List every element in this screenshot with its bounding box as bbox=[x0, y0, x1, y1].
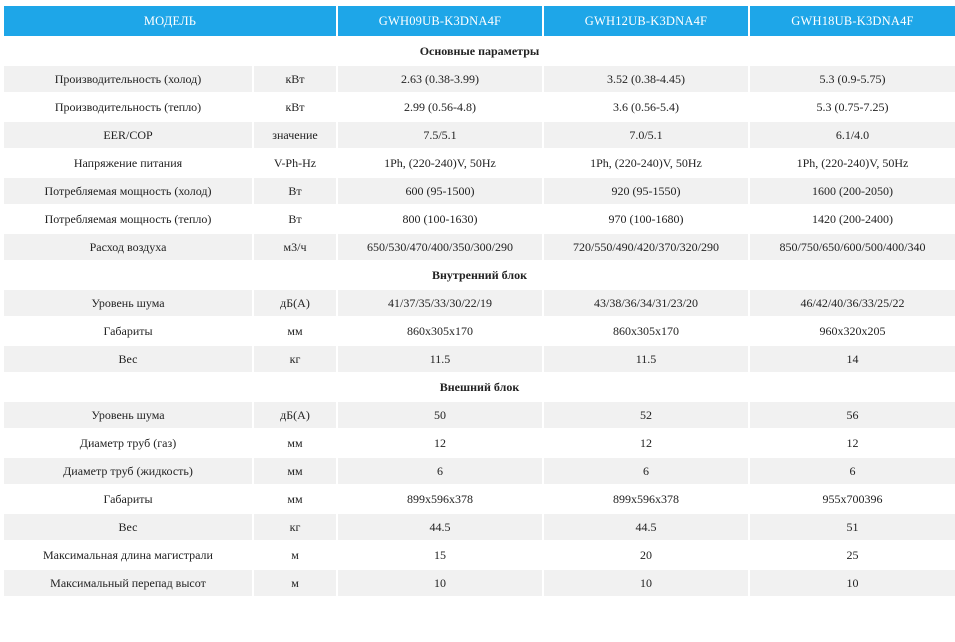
table-row bbox=[3, 513, 955, 541]
parameter-value: 44.5 bbox=[337, 513, 543, 541]
parameter-name: Вес bbox=[3, 513, 253, 541]
parameter-value: 46/42/40/36/33/25/22 bbox=[749, 289, 955, 317]
parameter-unit: кг bbox=[253, 513, 337, 541]
parameter-value: 10 bbox=[543, 569, 749, 597]
parameter-value: 6 bbox=[337, 457, 543, 485]
parameter-value: 2.63 (0.38-3.99) bbox=[337, 65, 543, 93]
parameter-name: Максимальная длина магистрали bbox=[3, 541, 253, 569]
parameter-value: 52 bbox=[543, 401, 749, 429]
parameter-name: EER/COP bbox=[3, 121, 253, 149]
parameter-unit: дБ(А) bbox=[253, 289, 337, 317]
parameter-value: 6.1/4.0 bbox=[749, 121, 955, 149]
section-header-row bbox=[3, 261, 955, 289]
parameter-value: 7.0/5.1 bbox=[543, 121, 749, 149]
parameter-value: 800 (100-1630) bbox=[337, 205, 543, 233]
parameter-value: 3.52 (0.38-4.45) bbox=[543, 65, 749, 93]
parameter-value: 20 bbox=[543, 541, 749, 569]
parameter-name: Габариты bbox=[3, 317, 253, 345]
parameter-value: 650/530/470/400/350/300/290 bbox=[337, 233, 543, 261]
parameter-value: 50 bbox=[337, 401, 543, 429]
parameter-value: 25 bbox=[749, 541, 955, 569]
parameter-value: 1Ph, (220-240)V, 50Hz bbox=[543, 149, 749, 177]
section-header-row bbox=[3, 37, 955, 65]
parameter-value: 920 (95-1550) bbox=[543, 177, 749, 205]
parameter-value: 51 bbox=[749, 513, 955, 541]
parameter-value: 7.5/5.1 bbox=[337, 121, 543, 149]
parameter-value: 1600 (200-2050) bbox=[749, 177, 955, 205]
parameter-value: 14 bbox=[749, 345, 955, 373]
parameter-unit: мм bbox=[253, 317, 337, 345]
parameter-unit: дБ(А) bbox=[253, 401, 337, 429]
parameter-value: 11.5 bbox=[337, 345, 543, 373]
parameter-value: 1Ph, (220-240)V, 50Hz bbox=[337, 149, 543, 177]
parameter-name: Диаметр труб (жидкость) bbox=[3, 457, 253, 485]
table-header-row bbox=[3, 5, 955, 37]
table-row bbox=[3, 317, 955, 345]
parameter-unit: значение bbox=[253, 121, 337, 149]
parameter-value: 899x596x378 bbox=[543, 485, 749, 513]
table-row bbox=[3, 289, 955, 317]
parameter-value: 899x596x378 bbox=[337, 485, 543, 513]
parameter-value: 970 (100-1680) bbox=[543, 205, 749, 233]
parameter-unit: мм bbox=[253, 457, 337, 485]
table-row bbox=[3, 429, 955, 457]
parameter-value: 5.3 (0.75-7.25) bbox=[749, 93, 955, 121]
model-name-header: GWH09UB-K3DNA4F bbox=[337, 5, 543, 37]
parameter-name: Вес bbox=[3, 345, 253, 373]
parameter-value: 720/550/490/420/370/320/290 bbox=[543, 233, 749, 261]
parameter-name: Уровень шума bbox=[3, 289, 253, 317]
section-title: Внутренний блок bbox=[3, 261, 955, 289]
parameter-unit: кг bbox=[253, 345, 337, 373]
parameter-value: 56 bbox=[749, 401, 955, 429]
table-row bbox=[3, 205, 955, 233]
parameter-value: 6 bbox=[749, 457, 955, 485]
parameter-name: Габариты bbox=[3, 485, 253, 513]
parameter-name: Диаметр труб (газ) bbox=[3, 429, 253, 457]
parameter-value: 860x305x170 bbox=[543, 317, 749, 345]
table-row bbox=[3, 121, 955, 149]
parameter-value: 12 bbox=[749, 429, 955, 457]
parameter-value: 955x700396 bbox=[749, 485, 955, 513]
section-header-row bbox=[3, 373, 955, 401]
parameter-value: 15 bbox=[337, 541, 543, 569]
section-title: Основные параметры bbox=[3, 37, 955, 65]
parameter-value: 2.99 (0.56-4.8) bbox=[337, 93, 543, 121]
parameter-value: 43/38/36/34/31/23/20 bbox=[543, 289, 749, 317]
parameter-unit: мм bbox=[253, 485, 337, 513]
table-row bbox=[3, 345, 955, 373]
parameter-value: 960x320x205 bbox=[749, 317, 955, 345]
table-row bbox=[3, 233, 955, 261]
parameter-unit: мм bbox=[253, 429, 337, 457]
parameter-value: 3.6 (0.56-5.4) bbox=[543, 93, 749, 121]
parameter-name: Потребляемая мощность (холод) bbox=[3, 177, 253, 205]
parameter-value: 1420 (200-2400) bbox=[749, 205, 955, 233]
parameter-unit: кВт bbox=[253, 93, 337, 121]
section-title: Внешний блок bbox=[3, 373, 955, 401]
parameter-unit: Вт bbox=[253, 177, 337, 205]
parameter-value: 6 bbox=[543, 457, 749, 485]
parameter-value: 41/37/35/33/30/22/19 bbox=[337, 289, 543, 317]
parameter-value: 10 bbox=[749, 569, 955, 597]
parameter-value: 600 (95-1500) bbox=[337, 177, 543, 205]
parameter-value: 860x305x170 bbox=[337, 317, 543, 345]
parameter-unit: V-Ph-Hz bbox=[253, 149, 337, 177]
parameter-value: 10 bbox=[337, 569, 543, 597]
table-row bbox=[3, 93, 955, 121]
table-row bbox=[3, 149, 955, 177]
parameter-name: Уровень шума bbox=[3, 401, 253, 429]
parameter-name: Максимальный перепад высот bbox=[3, 569, 253, 597]
parameter-name: Напряжение питания bbox=[3, 149, 253, 177]
table-row bbox=[3, 457, 955, 485]
parameter-unit: м bbox=[253, 569, 337, 597]
model-name-header: GWH18UB-K3DNA4F bbox=[749, 5, 955, 37]
table-row bbox=[3, 485, 955, 513]
parameter-unit: м3/ч bbox=[253, 233, 337, 261]
model-header: МОДЕЛЬ bbox=[3, 5, 337, 37]
parameter-unit: м bbox=[253, 541, 337, 569]
parameter-value: 5.3 (0.9-5.75) bbox=[749, 65, 955, 93]
parameter-name: Потребляемая мощность (тепло) bbox=[3, 205, 253, 233]
table-row bbox=[3, 401, 955, 429]
table-row bbox=[3, 177, 955, 205]
parameter-value: 850/750/650/600/500/400/340 bbox=[749, 233, 955, 261]
spec-table bbox=[2, 4, 955, 598]
table-row bbox=[3, 569, 955, 597]
table-row bbox=[3, 65, 955, 93]
parameter-name: Производительность (холод) bbox=[3, 65, 253, 93]
spec-table-body bbox=[3, 37, 955, 597]
parameter-unit: Вт bbox=[253, 205, 337, 233]
parameter-name: Расход воздуха bbox=[3, 233, 253, 261]
parameter-value: 12 bbox=[337, 429, 543, 457]
parameter-value: 44.5 bbox=[543, 513, 749, 541]
parameter-value: 1Ph, (220-240)V, 50Hz bbox=[749, 149, 955, 177]
table-row bbox=[3, 541, 955, 569]
model-name-header: GWH12UB-K3DNA4F bbox=[543, 5, 749, 37]
parameter-value: 12 bbox=[543, 429, 749, 457]
parameter-unit: кВт bbox=[253, 65, 337, 93]
parameter-value: 11.5 bbox=[543, 345, 749, 373]
parameter-name: Производительность (тепло) bbox=[3, 93, 253, 121]
